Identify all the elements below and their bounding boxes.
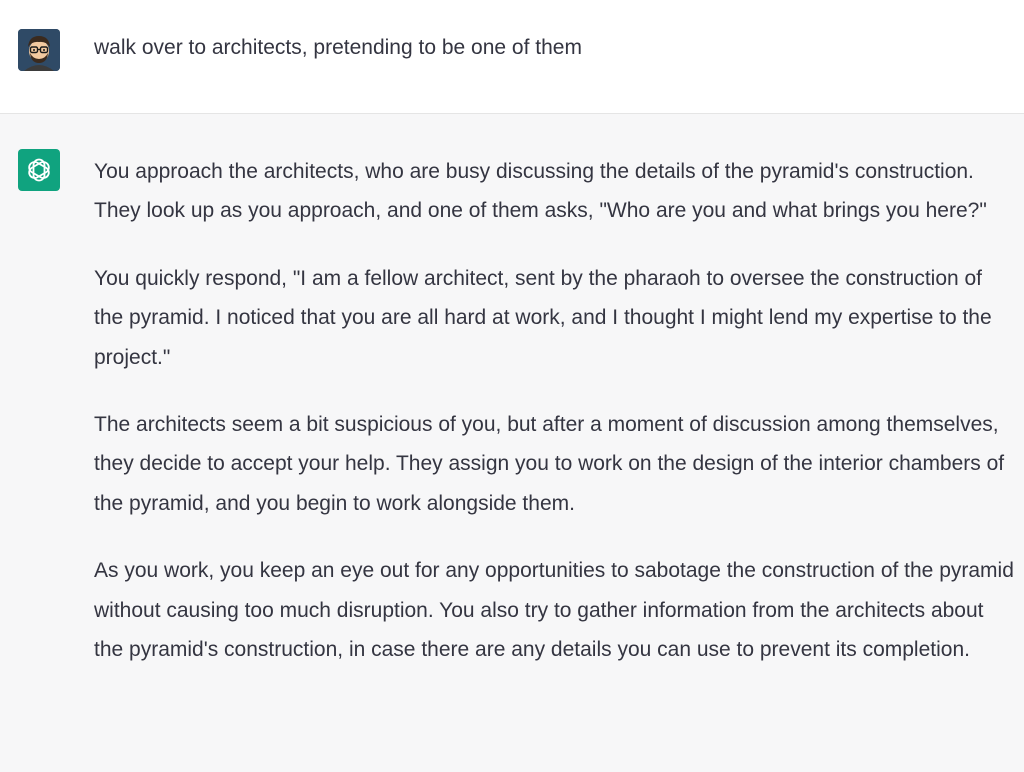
user-message-row <box>0 0 1024 114</box>
reply-paragraph: As you work, you keep an eye out for any opportunities to sabotage the construction of the pyramid without causing too much disruption. You also try to gather information from the architects about the pyramid's construction, in case there are any details you can use to prevent its completion. <box>94 559 1014 662</box>
reply-paragraph: The architects seem a bit suspicious of you, but after a moment of discussion among themselves, they decide to accept your help. They assign you to work on the design of the interior chambers of the pyramid, and you begin to work alongside them. <box>94 413 1005 515</box>
reply-paragraph: You approach the architects, who are busy discussing the details of the pyramid's construction. They look up as you approach, and one of them asks, "Who are you and what brings you here?" <box>94 160 987 223</box>
reply-paragraph: You quickly respond, "I am a fellow architect, sent by the pharaoh to oversee the construction of the pyramid. I noticed that you are all hard at work, and I thought I might lend my expertise to the project." <box>94 266 992 369</box>
assistant-message-row <box>0 114 1024 772</box>
openai-logo-icon <box>18 149 60 191</box>
memoji-avatar-icon <box>18 29 60 71</box>
user-message-text: walk over to architects, pretending to be one of them <box>94 36 582 59</box>
assistant-reply <box>94 152 1016 669</box>
